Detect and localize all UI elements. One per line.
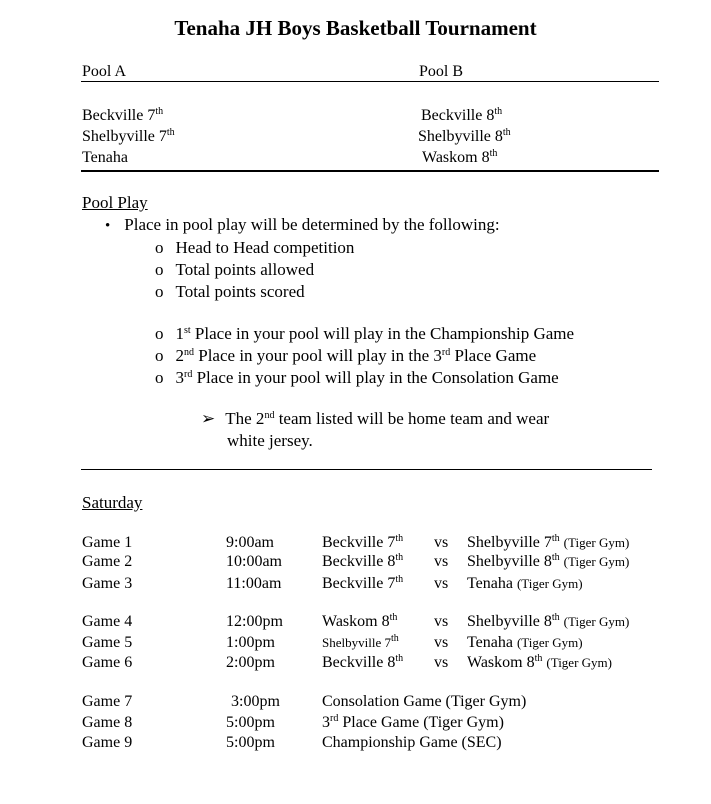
- home-team: Waskom 8th: [322, 612, 398, 630]
- game-label: Game 9: [82, 734, 133, 751]
- game-description: Consolation Game (Tiger Gym): [322, 693, 527, 710]
- away-team: Tenaha (Tiger Gym): [467, 634, 583, 651]
- game-label: Game 2: [82, 553, 133, 570]
- game-label: Game 5: [82, 634, 133, 651]
- circle-bullet-icon: o: [155, 238, 164, 257]
- game-label: Game 4: [82, 613, 133, 630]
- divider: [81, 170, 659, 172]
- game-time: 5:00pm: [226, 734, 275, 751]
- vs-label: vs: [434, 575, 449, 592]
- away-team: Shelbyville 7th (Tiger Gym): [467, 533, 630, 551]
- game-label: Game 7: [82, 693, 133, 710]
- home-team: Beckville 8th: [322, 653, 404, 671]
- circle-bullet-icon: o: [155, 282, 164, 301]
- circle-bullet-icon: o: [155, 324, 164, 343]
- game-label: Game 3: [82, 575, 133, 592]
- game-description: Championship Game (SEC): [322, 734, 502, 751]
- pool-a-team: Beckville 7th: [82, 106, 164, 124]
- game-time: 12:00pm: [226, 613, 283, 630]
- page-title: Tenaha JH Boys Basketball Tournament: [174, 16, 537, 40]
- bullet-item: • Place in pool play will be determined by the following:: [105, 215, 500, 234]
- game-time: 9:00am: [226, 534, 274, 551]
- circle-bullet-icon: o: [155, 260, 164, 279]
- home-team-note: ➢ The 2nd team listed will be home team and wear: [201, 409, 550, 428]
- home-team: Beckville 7th: [322, 533, 404, 551]
- pool-b-team: Beckville 8th: [421, 106, 503, 124]
- home-team: Beckville 8th: [322, 552, 404, 570]
- game-time: 11:00am: [226, 575, 282, 592]
- pool-a-team: Tenaha: [82, 149, 128, 166]
- criteria-item: o Head to Head competition: [155, 238, 355, 257]
- vs-label: vs: [434, 534, 449, 551]
- circle-bullet-icon: o: [155, 346, 164, 365]
- pool-b-team: Shelbyville 8th: [418, 127, 511, 145]
- pool-play-heading: Pool Play: [82, 193, 148, 212]
- pool-b-header: Pool B: [419, 63, 464, 80]
- game-time: 1:00pm: [226, 634, 275, 651]
- pool-a-team: Shelbyville 7th: [82, 127, 175, 145]
- placement-item: o 2nd Place in your pool will play in the 3rd Place Game: [155, 346, 537, 365]
- vs-label: vs: [434, 634, 449, 651]
- vs-label: vs: [434, 613, 449, 630]
- bullet-icon: •: [105, 218, 111, 234]
- criteria-item: o Total points allowed: [155, 260, 315, 279]
- away-team: Waskom 8th (Tiger Gym): [467, 653, 612, 671]
- vs-label: vs: [434, 553, 449, 570]
- home-team-note-line2: white jersey.: [227, 431, 313, 450]
- home-team: Shelbyville 7th: [322, 633, 399, 650]
- circle-bullet-icon: o: [155, 368, 164, 387]
- placement-item: o 3rd Place in your pool will play in the Consolation Game: [155, 368, 559, 387]
- criteria-item: o Total points scored: [155, 282, 305, 301]
- vs-label: vs: [434, 654, 449, 671]
- schedule-heading: Saturday: [82, 493, 143, 512]
- pool-b-team: Waskom 8th: [422, 148, 498, 166]
- away-team: Tenaha (Tiger Gym): [467, 575, 583, 592]
- pool-a-header: Pool A: [82, 63, 127, 80]
- divider: [81, 81, 659, 82]
- game-time: 2:00pm: [226, 654, 275, 671]
- game-time: 10:00am: [226, 553, 282, 570]
- game-description: 3rd Place Game (Tiger Gym): [322, 713, 504, 731]
- game-time: 5:00pm: [226, 714, 275, 731]
- away-team: Shelbyville 8th (Tiger Gym): [467, 552, 630, 570]
- divider: [81, 469, 652, 470]
- placement-item: o 1st Place in your pool will play in the Championship Game: [155, 324, 575, 343]
- game-time: 3:00pm: [231, 693, 280, 710]
- game-label: Game 8: [82, 714, 133, 731]
- arrow-bullet-icon: ➢: [201, 409, 216, 428]
- away-team: Shelbyville 8th (Tiger Gym): [467, 612, 630, 630]
- game-label: Game 1: [82, 534, 133, 551]
- home-team: Beckville 7th: [322, 574, 404, 592]
- game-label: Game 6: [82, 654, 133, 671]
